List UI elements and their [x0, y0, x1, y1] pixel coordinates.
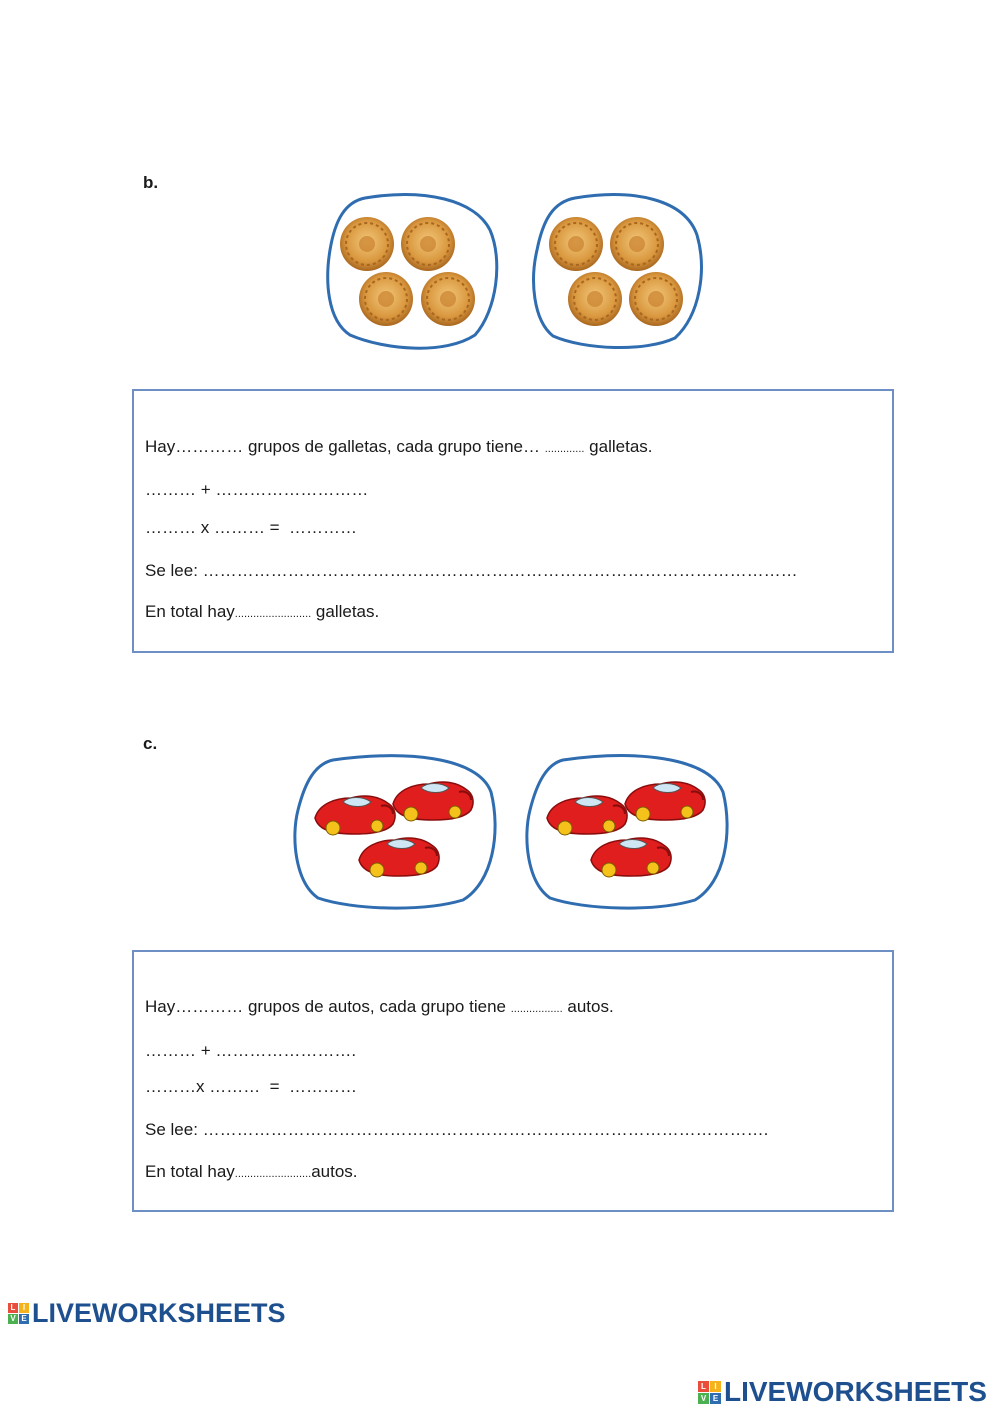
cookie — [340, 217, 394, 271]
cookie — [549, 217, 603, 271]
answer-blank[interactable]: ......................... — [234, 1168, 312, 1180]
liveworksheets-logo-footer — [698, 1376, 987, 1408]
car — [547, 796, 627, 835]
logo-blocks-icon: L I V E — [698, 1381, 721, 1404]
groups-line: Hay………… grupos de autos, cada grupo tiene ................. autos. — [145, 997, 614, 1016]
group-1-outline — [328, 195, 497, 349]
group-2-outline — [534, 195, 702, 348]
answer-blank[interactable]: ............. — [544, 443, 585, 455]
addition-line[interactable]: ……… + ……………………. — [145, 1041, 357, 1060]
cookie — [359, 272, 413, 326]
multiplication-line[interactable]: ………x ……… = ………… — [145, 1077, 358, 1096]
total-line: En total hay.........................autos. — [145, 1162, 358, 1181]
group-2-outline — [527, 756, 727, 908]
cookie — [421, 272, 475, 326]
total-line: En total hay......................... galletas. — [145, 602, 380, 621]
exercise-c-box — [132, 950, 894, 1212]
multiplication-line[interactable]: ……… x ……… = ………… — [145, 518, 358, 537]
answer-blank[interactable]: ................. — [510, 1003, 563, 1015]
reading-line[interactable]: Se lee: ………………………………………………………………………………………. — [145, 1120, 769, 1139]
logo-blocks-icon: L I V E — [8, 1303, 29, 1324]
cookie-groups-image — [325, 190, 705, 352]
cookie — [568, 272, 622, 326]
section-c-label: c. — [143, 734, 158, 753]
car — [393, 782, 473, 821]
car — [359, 838, 439, 877]
car-groups-image — [293, 752, 730, 910]
cookie — [629, 272, 683, 326]
logo-text: LIVEWORKSHEETS — [724, 1376, 987, 1407]
car — [315, 796, 395, 835]
cookie — [610, 217, 664, 271]
reading-line[interactable]: Se lee: …………………………………………………………………………………………… — [145, 561, 798, 580]
car — [591, 838, 671, 877]
exercise-b-box — [132, 389, 894, 653]
addition-line[interactable]: ……… + ……………………… — [145, 480, 369, 499]
answer-blank[interactable]: ......................... — [234, 608, 312, 620]
cookie — [401, 217, 455, 271]
section-b-label: b. — [143, 173, 159, 192]
groups-line: Hay………… grupos de galletas, cada grupo tiene… ............. galletas. — [145, 437, 653, 456]
car — [625, 782, 705, 821]
logo-text: LIVEWORKSHEETS — [32, 1298, 286, 1328]
group-1-outline — [295, 756, 495, 908]
liveworksheets-logo — [8, 1298, 286, 1329]
